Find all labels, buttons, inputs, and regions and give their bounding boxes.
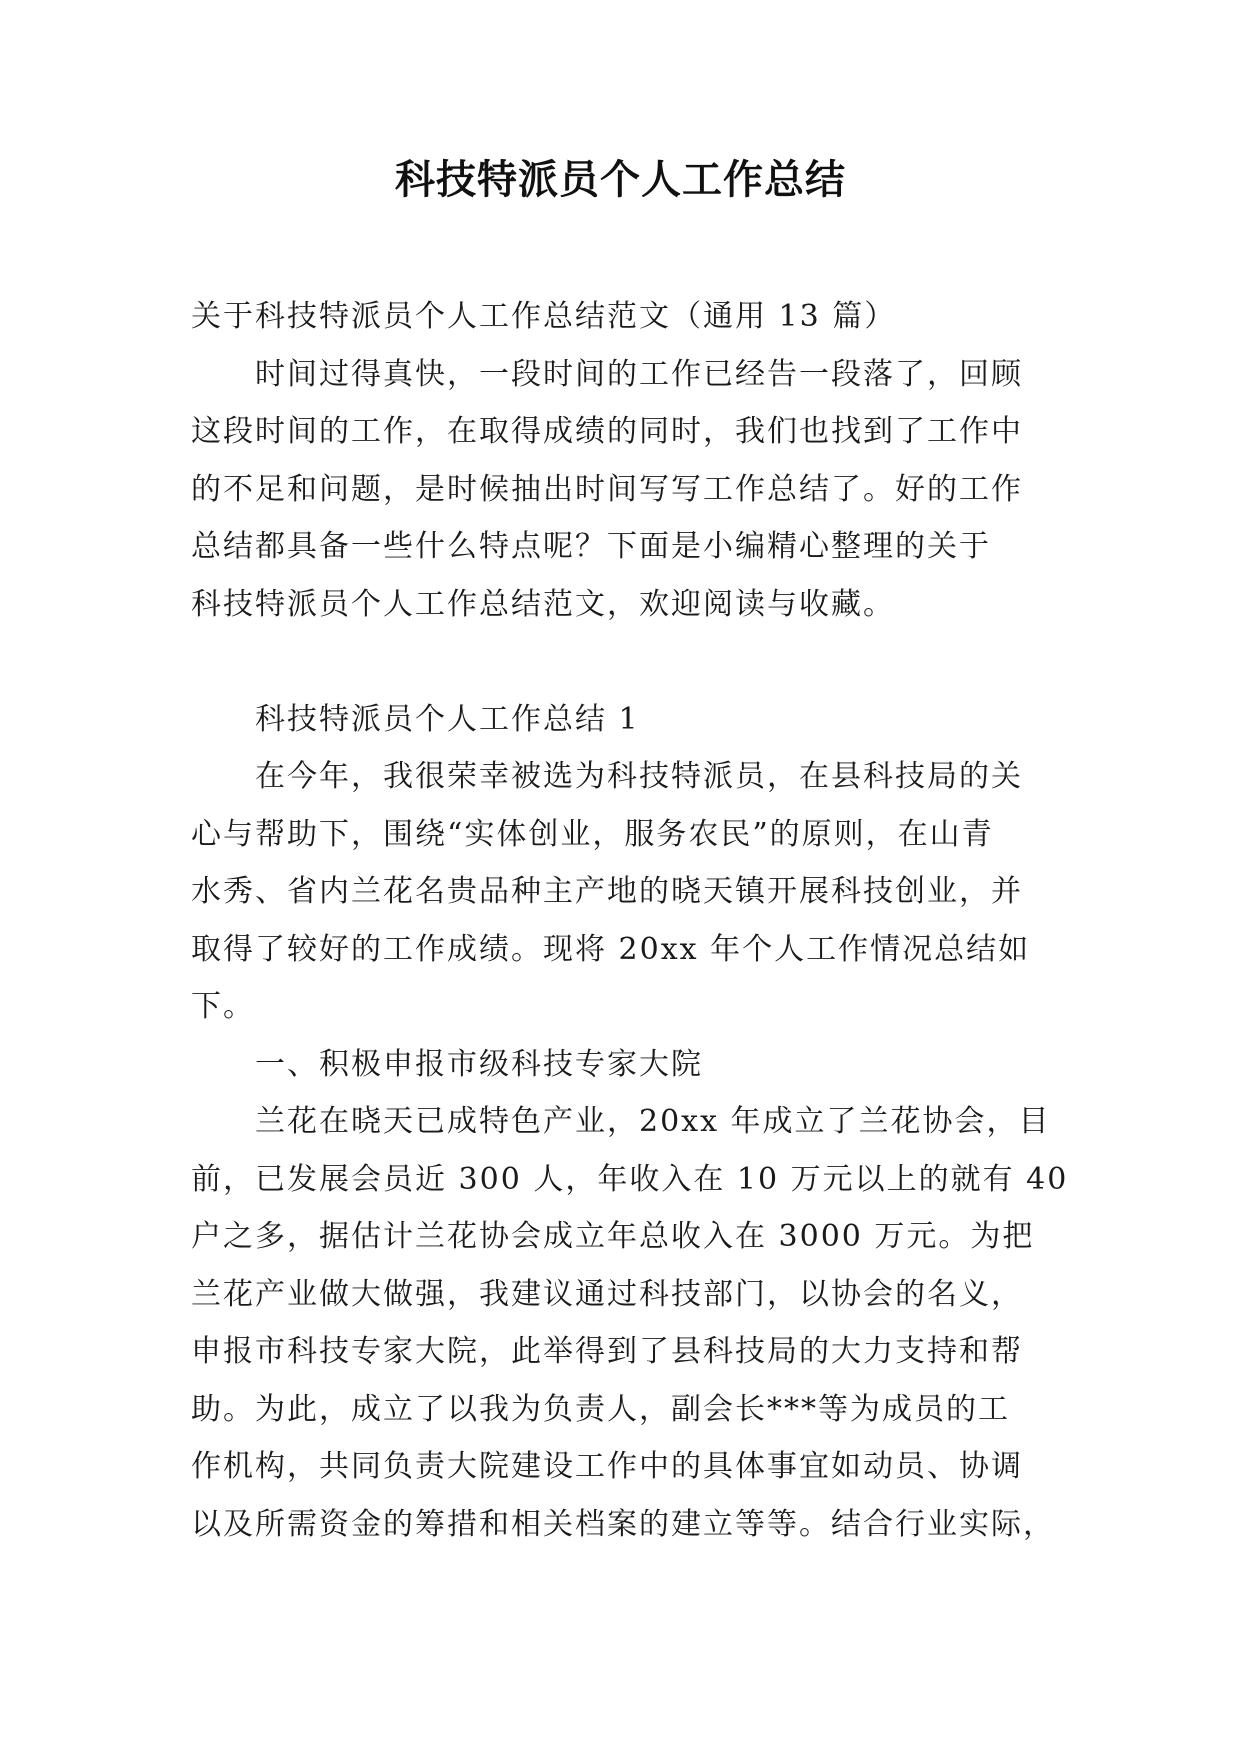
intro-heading: 关于科技特派员个人工作总结范文（通用 13 篇） <box>191 299 897 334</box>
paragraph-line: 下。 <box>191 989 255 1024</box>
paragraph-line: 兰花产业做大做强，我建议通过科技部门，以协会的名义， <box>191 1276 1023 1312</box>
subsection-heading: 一、积极申报市级科技专家大院 <box>255 1046 703 1082</box>
document-body <box>191 288 1069 1553</box>
paragraph-line: 时间过得真快，一段时间的工作已经告一段落了，回顾 <box>255 356 1023 392</box>
paragraph-line: 助。为此，成立了以我为负责人，副会长***等为成员的工 <box>191 1391 1010 1427</box>
paragraph-line: 前，已发展会员近 300 人，年收入在 10 万元以上的就有 40 <box>191 1161 1069 1197</box>
paragraph-line: 以及所需资金的筹措和相关档案的建立等等。结合行业实际， <box>191 1506 1055 1542</box>
paragraph-line: 户之多，据估计兰花协会成立年总收入在 3000 万元。为把 <box>191 1219 1035 1254</box>
paragraph-line: 取得了较好的工作成绩。现将 20xx 年个人工作情况总结如 <box>191 931 1031 967</box>
paragraph-line: 总结都具备一些什么特点呢？下面是小编精心整理的关于 <box>191 529 991 564</box>
section-heading: 科技特派员个人工作总结 1 <box>255 701 640 737</box>
paragraph-line: 在今年，我很荣幸被选为科技特派员，在县科技局的关 <box>255 759 1023 794</box>
paragraph-line: 这段时间的工作，在取得成绩的同时，我们也找到了工作中 <box>191 414 1023 449</box>
paragraph-line: 水秀、省内兰花名贵品种主产地的晓天镇开展科技创业，并 <box>191 874 1023 909</box>
paragraph-line: 的不足和问题，是时候抽出时间写写工作总结了。好的工作 <box>191 471 1023 507</box>
paragraph-line: 作机构，共同负责大院建设工作中的具体事宜如动员、协调 <box>191 1449 1023 1484</box>
paragraph-line: 科技特派员个人工作总结范文，欢迎阅读与收藏。 <box>191 586 895 622</box>
paragraph-line: 申报市科技专家大院，此举得到了县科技局的大力支持和帮 <box>191 1334 1023 1369</box>
paragraph-line: 兰花在晓天已成特色产业，20xx 年成立了兰花协会，目 <box>255 1104 1051 1139</box>
blank-line <box>191 633 1061 691</box>
paragraph-line: 心与帮助下，围绕“实体创业，服务农民”的原则，在山青 <box>191 816 994 852</box>
document-title: 科技特派员个人工作总结 <box>395 156 846 203</box>
